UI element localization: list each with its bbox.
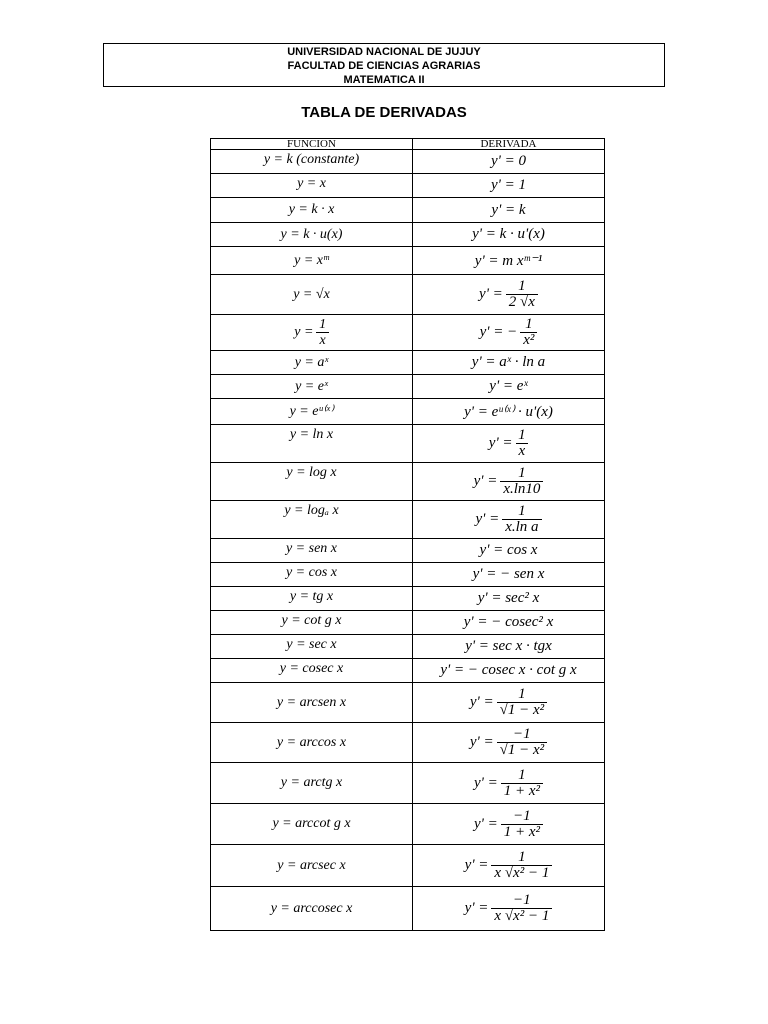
- fraction-denominator: 1 + x²: [501, 824, 543, 840]
- fraction: [491, 850, 552, 881]
- page-title: TABLA DE DERIVADAS: [301, 104, 467, 121]
- table-row: [211, 611, 605, 635]
- table-row: [211, 174, 605, 198]
- fraction-numerator: −1: [513, 726, 531, 742]
- derivative-cell: [413, 845, 605, 887]
- column-header-derivada: DERIVADA: [413, 139, 605, 150]
- function-cell: y = arccosec x: [211, 887, 413, 931]
- derivative-cell: y' = sec x · tgx: [413, 635, 605, 659]
- table-row: [211, 247, 605, 275]
- derivative-lhs: y' =: [464, 856, 489, 873]
- fraction: [502, 504, 541, 535]
- fraction-denominator: 1 + x²: [501, 783, 543, 799]
- table-row: [211, 635, 605, 659]
- derivative-cell: [413, 763, 605, 804]
- fraction-numerator: 1: [518, 766, 526, 783]
- table-row: [211, 804, 605, 845]
- function-cell: y = ln x: [211, 425, 413, 463]
- fraction-denominator: x.ln10: [500, 481, 543, 497]
- fraction-numerator: 1: [518, 465, 526, 481]
- function-cell: y = arcsen x: [211, 683, 413, 723]
- function-cell: y = sen x: [211, 539, 413, 563]
- derivative-lhs: y' = −: [479, 323, 518, 340]
- fraction-denominator: x √x² − 1: [491, 865, 552, 881]
- fraction-denominator: x.ln a: [502, 519, 541, 535]
- derivative-lhs: y' =: [488, 434, 513, 451]
- function-cell: y = arcsec x: [211, 845, 413, 887]
- function-cell: y = arccos x: [211, 723, 413, 763]
- derivative-cell: y' = m xᵐ⁻¹: [413, 247, 605, 275]
- table-row: [211, 845, 605, 887]
- fraction: [497, 687, 548, 718]
- fraction-numerator: 1: [518, 686, 526, 702]
- fraction-numerator: 1: [518, 503, 526, 519]
- function-cell: y = x: [211, 174, 413, 198]
- faculty-name: FACULTAD DE CIENCIAS AGRARIAS: [287, 60, 481, 72]
- fraction-numerator: −1: [513, 807, 531, 824]
- table-row: [211, 683, 605, 723]
- derivative-cell: y' = eˣ: [413, 375, 605, 399]
- fraction-denominator: x²: [520, 332, 537, 348]
- fraction: [316, 317, 328, 348]
- derivative-cell: [413, 315, 605, 351]
- function-cell: y = √x: [211, 275, 413, 315]
- derivative-cell: y' = − cosec² x: [413, 611, 605, 635]
- function-lhs: y =: [294, 324, 314, 340]
- table-row: [211, 887, 605, 931]
- fraction: [506, 279, 538, 310]
- derivative-cell: y' = k · u'(x): [413, 223, 605, 247]
- derivative-lhs: y' =: [473, 774, 498, 791]
- derivative-cell: [413, 887, 605, 931]
- fraction: [491, 893, 552, 924]
- function-cell: y = eˣ: [211, 375, 413, 399]
- fraction: [501, 809, 543, 840]
- table-row: [211, 763, 605, 804]
- function-cell: y = arccot g x: [211, 804, 413, 845]
- fraction: [501, 768, 543, 799]
- fraction-numerator: 1: [319, 317, 327, 332]
- fraction: [500, 466, 543, 497]
- function-cell: y = cot g x: [211, 611, 413, 635]
- fraction-numerator: 1: [518, 427, 526, 443]
- table-row: [211, 587, 605, 611]
- function-cell: y = arctg x: [211, 763, 413, 804]
- table-row: [211, 375, 605, 399]
- function-cell: y = cosec x: [211, 659, 413, 683]
- derivative-cell: y' = 1: [413, 174, 605, 198]
- function-cell: y = k (constante): [211, 150, 413, 174]
- derivative-cell: y' = − cosec x · cot g x: [413, 659, 605, 683]
- function-cell: y = aˣ: [211, 351, 413, 375]
- derivative-cell: y' = k: [413, 198, 605, 223]
- fraction-denominator: x: [316, 332, 328, 348]
- table-row: [211, 659, 605, 683]
- table-row: [211, 351, 605, 375]
- derivative-cell: [413, 723, 605, 763]
- table-row: [211, 501, 605, 539]
- fraction-numerator: 1: [518, 278, 526, 294]
- function-cell: y = tg x: [211, 587, 413, 611]
- derivative-lhs: y' =: [473, 472, 498, 489]
- derivative-lhs: y' =: [469, 733, 494, 750]
- function-cell: y = k · u(x): [211, 223, 413, 247]
- derivatives-table: [210, 138, 605, 931]
- university-name: UNIVERSIDAD NACIONAL DE JUJUY: [287, 46, 481, 58]
- fraction-denominator: x √x² − 1: [491, 908, 552, 924]
- function-cell: y = log x: [211, 463, 413, 501]
- table-row: [211, 150, 605, 174]
- fraction: [520, 317, 537, 348]
- table-row: [211, 315, 605, 351]
- derivative-cell: [413, 425, 605, 463]
- function-cell: [211, 315, 413, 351]
- course-name: MATEMATICA II: [343, 74, 425, 86]
- derivative-lhs: y' =: [475, 510, 500, 527]
- table-row: [211, 563, 605, 587]
- fraction: [497, 727, 548, 758]
- table-row: [211, 275, 605, 315]
- fraction-denominator: x: [516, 443, 529, 459]
- function-cell: y = eᵘ⁽ˣ⁾: [211, 399, 413, 425]
- fraction-denominator: √1 − x²: [497, 742, 548, 758]
- table-row: [211, 425, 605, 463]
- function-cell: y = xᵐ: [211, 247, 413, 275]
- header-box: [103, 43, 665, 87]
- fraction: [516, 428, 529, 459]
- derivative-cell: [413, 683, 605, 723]
- function-cell: y = sec x: [211, 635, 413, 659]
- derivative-lhs: y' =: [479, 285, 503, 302]
- function-cell: y = logₐ x: [211, 501, 413, 539]
- table-row: [211, 399, 605, 425]
- function-cell: y = cos x: [211, 563, 413, 587]
- table-row: [211, 723, 605, 763]
- derivative-cell: y' = aˣ · ln a: [413, 351, 605, 375]
- fraction-numerator: 1: [525, 316, 533, 332]
- derivative-lhs: y' =: [464, 899, 489, 916]
- derivative-cell: [413, 275, 605, 315]
- derivative-cell: y' = sec² x: [413, 587, 605, 611]
- fraction-numerator: 1: [518, 849, 526, 865]
- fraction-denominator: √1 − x²: [497, 702, 548, 718]
- table-row: [211, 223, 605, 247]
- fraction-numerator: −1: [513, 892, 531, 908]
- derivative-lhs: y' =: [473, 815, 498, 832]
- fraction-denominator: 2 √x: [506, 294, 538, 310]
- column-header-funcion: FUNCION: [211, 139, 413, 150]
- table-row: [211, 539, 605, 563]
- table-row: [211, 463, 605, 501]
- derivative-lhs: y' =: [469, 693, 494, 710]
- derivative-cell: y' = eᵘ⁽ˣ⁾ · u'(x): [413, 399, 605, 425]
- table-row: [211, 198, 605, 223]
- derivative-cell: [413, 463, 605, 501]
- derivative-cell: [413, 501, 605, 539]
- derivative-cell: y' = 0: [413, 150, 605, 174]
- derivative-cell: y' = − sen x: [413, 563, 605, 587]
- derivative-cell: y' = cos x: [413, 539, 605, 563]
- function-cell: y = k · x: [211, 198, 413, 223]
- table-header-row: [211, 139, 605, 150]
- derivative-cell: [413, 804, 605, 845]
